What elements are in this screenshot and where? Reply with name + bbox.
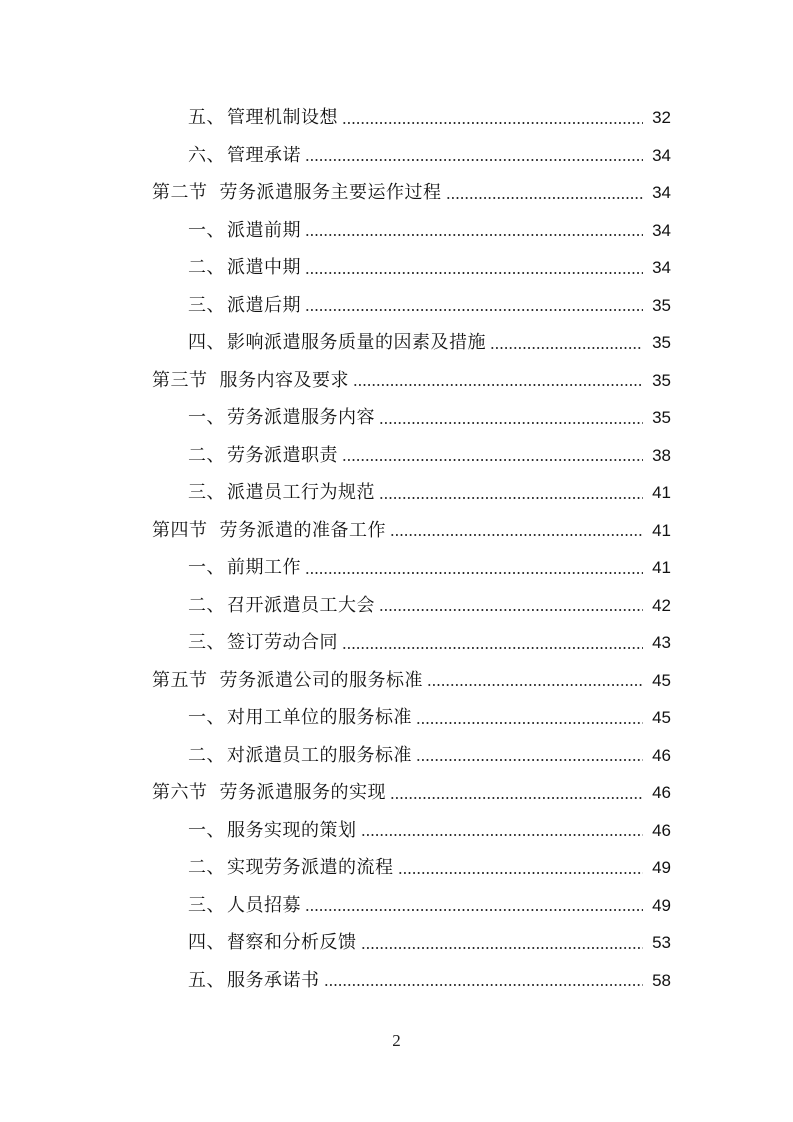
toc-entry-label bbox=[188, 849, 394, 887]
toc-entry-label bbox=[152, 174, 442, 212]
dot-leader bbox=[324, 984, 644, 986]
toc-entry-number: 三、 bbox=[188, 894, 225, 916]
toc-entry-page: 49 bbox=[652, 895, 671, 915]
toc-entry-title: 人员招募 bbox=[227, 894, 301, 916]
toc-entry-page: 42 bbox=[652, 595, 671, 615]
dot-leader bbox=[342, 459, 643, 461]
toc-entry-title: 对用工单位的服务标准 bbox=[227, 707, 412, 728]
dot-leader bbox=[390, 797, 643, 799]
toc-entry-number: 三、 bbox=[188, 294, 225, 316]
toc-entry-number: 一、 bbox=[188, 819, 225, 841]
toc-entry-label bbox=[188, 212, 301, 250]
toc-subsection-entry[interactable] bbox=[0, 99, 671, 137]
toc-entry-number: 二、 bbox=[188, 594, 225, 616]
toc-entry-label bbox=[152, 512, 386, 550]
toc-entry-title: 管理机制设想 bbox=[227, 107, 338, 128]
toc-entry-number: 二、 bbox=[188, 444, 225, 466]
toc-entry-title: 劳务派遣服务内容 bbox=[227, 407, 375, 428]
dot-leader bbox=[361, 834, 644, 836]
toc-entry-title: 派遣后期 bbox=[227, 294, 301, 316]
toc-entry-label bbox=[188, 137, 301, 175]
toc-entry-title: 服务承诺书 bbox=[227, 969, 320, 991]
toc-entry-label bbox=[188, 324, 486, 362]
toc-entry-page: 49 bbox=[652, 858, 671, 877]
page-number: 2 bbox=[392, 1031, 401, 1050]
dot-leader bbox=[490, 347, 643, 349]
dot-leader bbox=[305, 309, 643, 311]
toc-entry-label bbox=[188, 587, 375, 625]
toc-entry-title: 劳务派遣服务主要运作过程 bbox=[219, 182, 442, 203]
toc-entry-number: 五、 bbox=[188, 969, 225, 991]
toc-section-entry[interactable] bbox=[0, 774, 671, 812]
toc-entry-title: 派遣中期 bbox=[227, 257, 301, 278]
toc-subsection-entry[interactable] bbox=[0, 399, 671, 437]
toc-entry-title: 派遣前期 bbox=[227, 219, 301, 241]
toc-entry-title: 督察和分析反馈 bbox=[227, 932, 357, 953]
dot-leader bbox=[305, 572, 643, 574]
toc-entry-number: 一、 bbox=[188, 707, 225, 728]
toc-entry-page: 35 bbox=[652, 370, 671, 390]
toc-subsection-entry[interactable] bbox=[0, 212, 671, 250]
dot-leader bbox=[379, 609, 643, 611]
toc-entry-title: 服务内容及要求 bbox=[219, 369, 349, 391]
toc-entry-number: 三、 bbox=[188, 632, 225, 653]
toc-entry-label bbox=[188, 249, 301, 287]
toc-entry-title: 影响派遣服务质量的因素及措施 bbox=[227, 332, 486, 353]
toc-entry-page: 46 bbox=[652, 820, 671, 840]
toc-subsection-entry[interactable] bbox=[0, 887, 671, 925]
toc-entry-number: 一、 bbox=[188, 219, 225, 241]
toc-entry-page: 34 bbox=[652, 183, 671, 202]
dot-leader bbox=[416, 722, 643, 724]
dot-leader bbox=[305, 909, 643, 911]
dot-leader bbox=[305, 234, 643, 236]
toc-subsection-entry[interactable] bbox=[0, 474, 671, 512]
toc-entry-label bbox=[188, 474, 375, 512]
dot-leader bbox=[446, 197, 644, 199]
toc-entry-title: 服务实现的策划 bbox=[227, 819, 357, 841]
toc-entry-page: 34 bbox=[652, 145, 671, 165]
toc-subsection-entry[interactable] bbox=[0, 962, 671, 1000]
toc-entry-page: 41 bbox=[652, 483, 671, 502]
toc-subsection-entry[interactable] bbox=[0, 699, 671, 737]
toc-subsection-entry[interactable] bbox=[0, 137, 671, 175]
toc-entry-label bbox=[152, 362, 349, 400]
toc-entry-number: 二、 bbox=[188, 744, 225, 766]
toc-entry-page: 46 bbox=[652, 783, 671, 802]
toc-entry-title: 劳务派遣职责 bbox=[227, 444, 338, 466]
dot-leader bbox=[342, 647, 643, 649]
toc-entry-page: 32 bbox=[652, 108, 671, 127]
toc-subsection-entry[interactable] bbox=[0, 924, 671, 962]
toc-entry-page: 35 bbox=[652, 408, 671, 427]
toc-entry-title: 派遣员工行为规范 bbox=[227, 482, 375, 503]
toc-entry-page: 58 bbox=[652, 970, 671, 990]
toc-entry-title: 劳务派遣的准备工作 bbox=[219, 519, 386, 541]
toc-entry-label bbox=[188, 549, 301, 587]
dot-leader bbox=[353, 384, 643, 386]
toc-section-entry[interactable] bbox=[0, 662, 671, 700]
dot-leader bbox=[416, 759, 643, 761]
toc-entry-number: 五、 bbox=[188, 107, 225, 128]
toc-entry-page: 34 bbox=[652, 220, 671, 240]
toc-entry-label bbox=[188, 624, 338, 662]
toc-entry-number: 第六节 bbox=[152, 782, 208, 803]
toc-entry-number: 一、 bbox=[188, 407, 225, 428]
toc-entry-page: 45 bbox=[652, 670, 671, 690]
toc-entry-title: 签订劳动合同 bbox=[227, 632, 338, 653]
toc-entry-label bbox=[188, 99, 338, 137]
toc-entry-number: 四、 bbox=[188, 932, 225, 953]
dot-leader bbox=[305, 272, 643, 274]
toc-entry-title: 管理承诺 bbox=[227, 144, 301, 166]
toc-section-entry[interactable] bbox=[0, 362, 671, 400]
toc-entry-number: 四、 bbox=[188, 332, 225, 353]
toc-subsection-entry[interactable] bbox=[0, 437, 671, 475]
toc-entry-label bbox=[188, 399, 375, 437]
toc-entry-page: 41 bbox=[652, 520, 671, 540]
toc-entry-title: 对派遣员工的服务标准 bbox=[227, 744, 412, 766]
toc-subsection-entry[interactable] bbox=[0, 324, 671, 362]
table-of-contents bbox=[0, 99, 793, 999]
toc-entry-page: 35 bbox=[652, 333, 671, 352]
toc-subsection-entry[interactable] bbox=[0, 287, 671, 325]
toc-entry-title: 前期工作 bbox=[227, 557, 301, 578]
toc-entry-number: 一、 bbox=[188, 557, 225, 578]
toc-entry-label bbox=[188, 887, 301, 925]
toc-entry-title: 劳务派遣服务的实现 bbox=[219, 782, 386, 803]
toc-entry-number: 第五节 bbox=[152, 669, 208, 691]
toc-entry-page: 41 bbox=[652, 558, 671, 577]
toc-entry-label bbox=[188, 924, 357, 962]
toc-entry-title: 劳务派遣公司的服务标准 bbox=[219, 669, 423, 691]
toc-entry-label bbox=[188, 737, 412, 775]
toc-subsection-entry[interactable] bbox=[0, 812, 671, 850]
toc-entry-number: 二、 bbox=[188, 857, 225, 878]
toc-section-entry[interactable] bbox=[0, 512, 671, 550]
toc-entry-page: 35 bbox=[652, 295, 671, 315]
dot-leader bbox=[379, 422, 643, 424]
toc-entry-page: 45 bbox=[652, 708, 671, 727]
toc-entry-title: 实现劳务派遣的流程 bbox=[227, 857, 394, 878]
toc-entry-label bbox=[188, 287, 301, 325]
toc-subsection-entry[interactable] bbox=[0, 587, 671, 625]
toc-subsection-entry[interactable] bbox=[0, 849, 671, 887]
dot-leader bbox=[427, 684, 643, 686]
toc-entry-number: 三、 bbox=[188, 482, 225, 503]
dot-leader bbox=[379, 497, 643, 499]
toc-subsection-entry[interactable] bbox=[0, 624, 671, 662]
toc-section-entry[interactable] bbox=[0, 174, 671, 212]
toc-entry-page: 43 bbox=[652, 633, 671, 652]
toc-entry-page: 53 bbox=[652, 933, 671, 952]
toc-entry-label bbox=[188, 437, 338, 475]
toc-entry-number: 第四节 bbox=[152, 519, 208, 541]
toc-entry-page: 46 bbox=[652, 745, 671, 765]
toc-entry-label bbox=[188, 812, 357, 850]
dot-leader bbox=[305, 159, 643, 161]
dot-leader bbox=[390, 534, 643, 536]
dot-leader bbox=[398, 872, 644, 874]
toc-entry-label bbox=[188, 962, 320, 1000]
toc-entry-number: 六、 bbox=[188, 144, 225, 166]
toc-entry-number: 二、 bbox=[188, 257, 225, 278]
dot-leader bbox=[342, 122, 643, 124]
toc-entry-label bbox=[152, 774, 386, 812]
toc-entry-number: 第三节 bbox=[152, 369, 208, 391]
toc-entry-page: 34 bbox=[652, 258, 671, 277]
toc-entry-label bbox=[152, 662, 423, 700]
toc-entry-title: 召开派遣员工大会 bbox=[227, 594, 375, 616]
toc-entry-label bbox=[188, 699, 412, 737]
toc-subsection-entry[interactable] bbox=[0, 549, 671, 587]
toc-subsection-entry[interactable] bbox=[0, 737, 671, 775]
toc-entry-number: 第二节 bbox=[152, 182, 208, 203]
dot-leader bbox=[361, 947, 644, 949]
toc-subsection-entry[interactable] bbox=[0, 249, 671, 287]
toc-entry-page: 38 bbox=[652, 445, 671, 465]
